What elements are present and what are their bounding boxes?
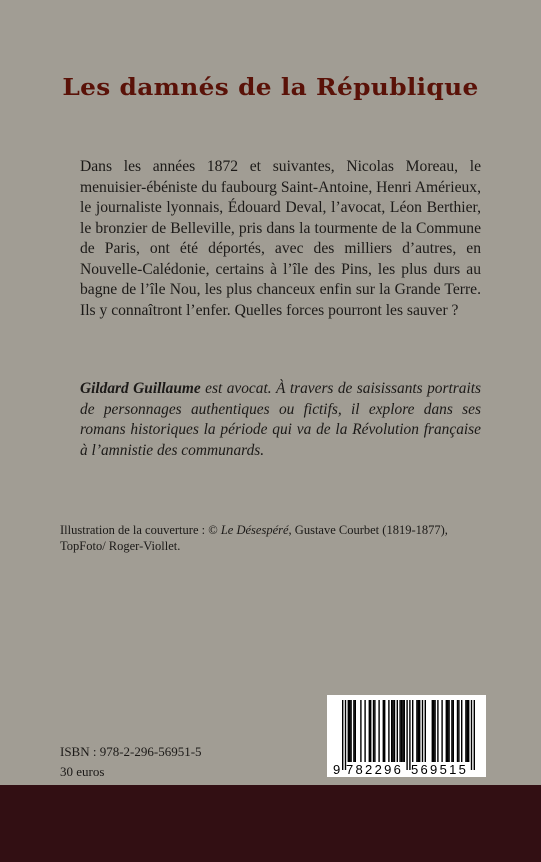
barcode-bar (394, 700, 395, 762)
barcode-bar (399, 700, 400, 762)
barcode-bar (406, 700, 407, 770)
price: 30 euros (60, 764, 105, 779)
barcode-bar (412, 700, 413, 762)
barcode-bar (433, 700, 434, 762)
barcode-bar (370, 700, 371, 762)
barcode-bar (392, 700, 393, 762)
barcode-bar (348, 700, 349, 762)
barcode-graphic (327, 695, 486, 777)
isbn: ISBN : 978-2-296-56951-5 (60, 744, 202, 759)
barcode-bar (467, 700, 468, 762)
barcode-bar (364, 700, 365, 762)
credit-prefix: Illustration de la couverture : © (60, 523, 221, 537)
barcode-bar (458, 700, 459, 762)
barcode-bar (474, 700, 475, 770)
barcode-bar (378, 700, 379, 762)
author-bio (80, 379, 481, 461)
barcode-bar (369, 700, 370, 762)
barcode-bar (425, 700, 426, 762)
barcode-bar (402, 700, 403, 762)
barcode-bar (422, 700, 423, 762)
barcode-bar (397, 700, 398, 762)
barcode-bar (451, 700, 452, 762)
author-name: Gildard Guillaume (80, 380, 201, 397)
barcode-bar (437, 700, 438, 762)
barcode-bar (453, 700, 454, 762)
credit-work-title: Le Désespéré (220, 523, 289, 537)
barcode-bar (342, 700, 343, 770)
barcode-bar (416, 700, 417, 762)
barcode-bar (448, 700, 449, 762)
barcode-bar (388, 700, 389, 762)
barcode-bar (355, 700, 356, 762)
barcode-bar (353, 700, 354, 762)
barcode-bar (461, 700, 462, 762)
barcode-bar (360, 700, 361, 762)
barcode-bar (447, 700, 448, 762)
barcode-bar (404, 700, 405, 762)
barcode-bar (384, 700, 385, 762)
barcode-bar (446, 700, 447, 762)
cover-illustration-credit (60, 522, 490, 554)
barcode-bar (432, 700, 433, 762)
barcode-bar (349, 700, 350, 762)
barcode-bar (383, 700, 384, 762)
isbn-barcode (327, 695, 486, 777)
barcode-bar (391, 700, 392, 762)
barcode-bar (441, 700, 442, 762)
barcode-bar (345, 700, 346, 770)
barcode-bar (471, 700, 472, 770)
barcode-bar (419, 700, 420, 762)
barcode-bar (468, 700, 469, 762)
bottom-color-band (0, 785, 541, 862)
barcode-first-digit: 9 (333, 762, 341, 777)
barcode-bar (401, 700, 402, 762)
barcode-bar (434, 700, 435, 762)
author-bio-text: est avocat. À travers de saisissants portraits de personnages authentiques ou fictifs, il explore dans ses romans historiques la période qui va de la Révolution française à l’amnistie des communards. (80, 380, 481, 459)
credit-suffix: , Gustave Courbet (1819-1877), TopFoto/ Roger-Viollet. (60, 523, 448, 553)
barcode-right-digits: 569515 (411, 762, 469, 777)
barcode-bar (418, 700, 419, 762)
barcode-bar (374, 700, 375, 762)
barcode-bar (373, 700, 374, 762)
book-title: Les damnés de la République (62, 74, 479, 101)
barcode-bar (350, 700, 351, 762)
barcode-bar (465, 700, 466, 762)
barcode-bar (457, 700, 458, 762)
back-cover-blurb: Dans les années 1872 et suivantes, Nicolas Moreau, le menuisier-ébéniste du faubourg Saint-Antoine, Henri Amérieux, le journaliste lyonnais, Édouard Deval, l’avocat, Léon Berthier, le bronzier de Belleville, pris dans la tourmente de la Commune de Paris, ont été déportés, avec des milliers d’autres, en Nouvelle-Calédonie, certains à l’île des Pins, les plus durs au bagne de l’île Nou, les plus chanceux enfin sur la Grande Terre. Ils y connaîtront l’enfer. Quelles forces pourront les sauver ? (80, 158, 481, 319)
barcode-bar (409, 700, 410, 770)
barcode-left-digits: 782296 (346, 762, 404, 777)
